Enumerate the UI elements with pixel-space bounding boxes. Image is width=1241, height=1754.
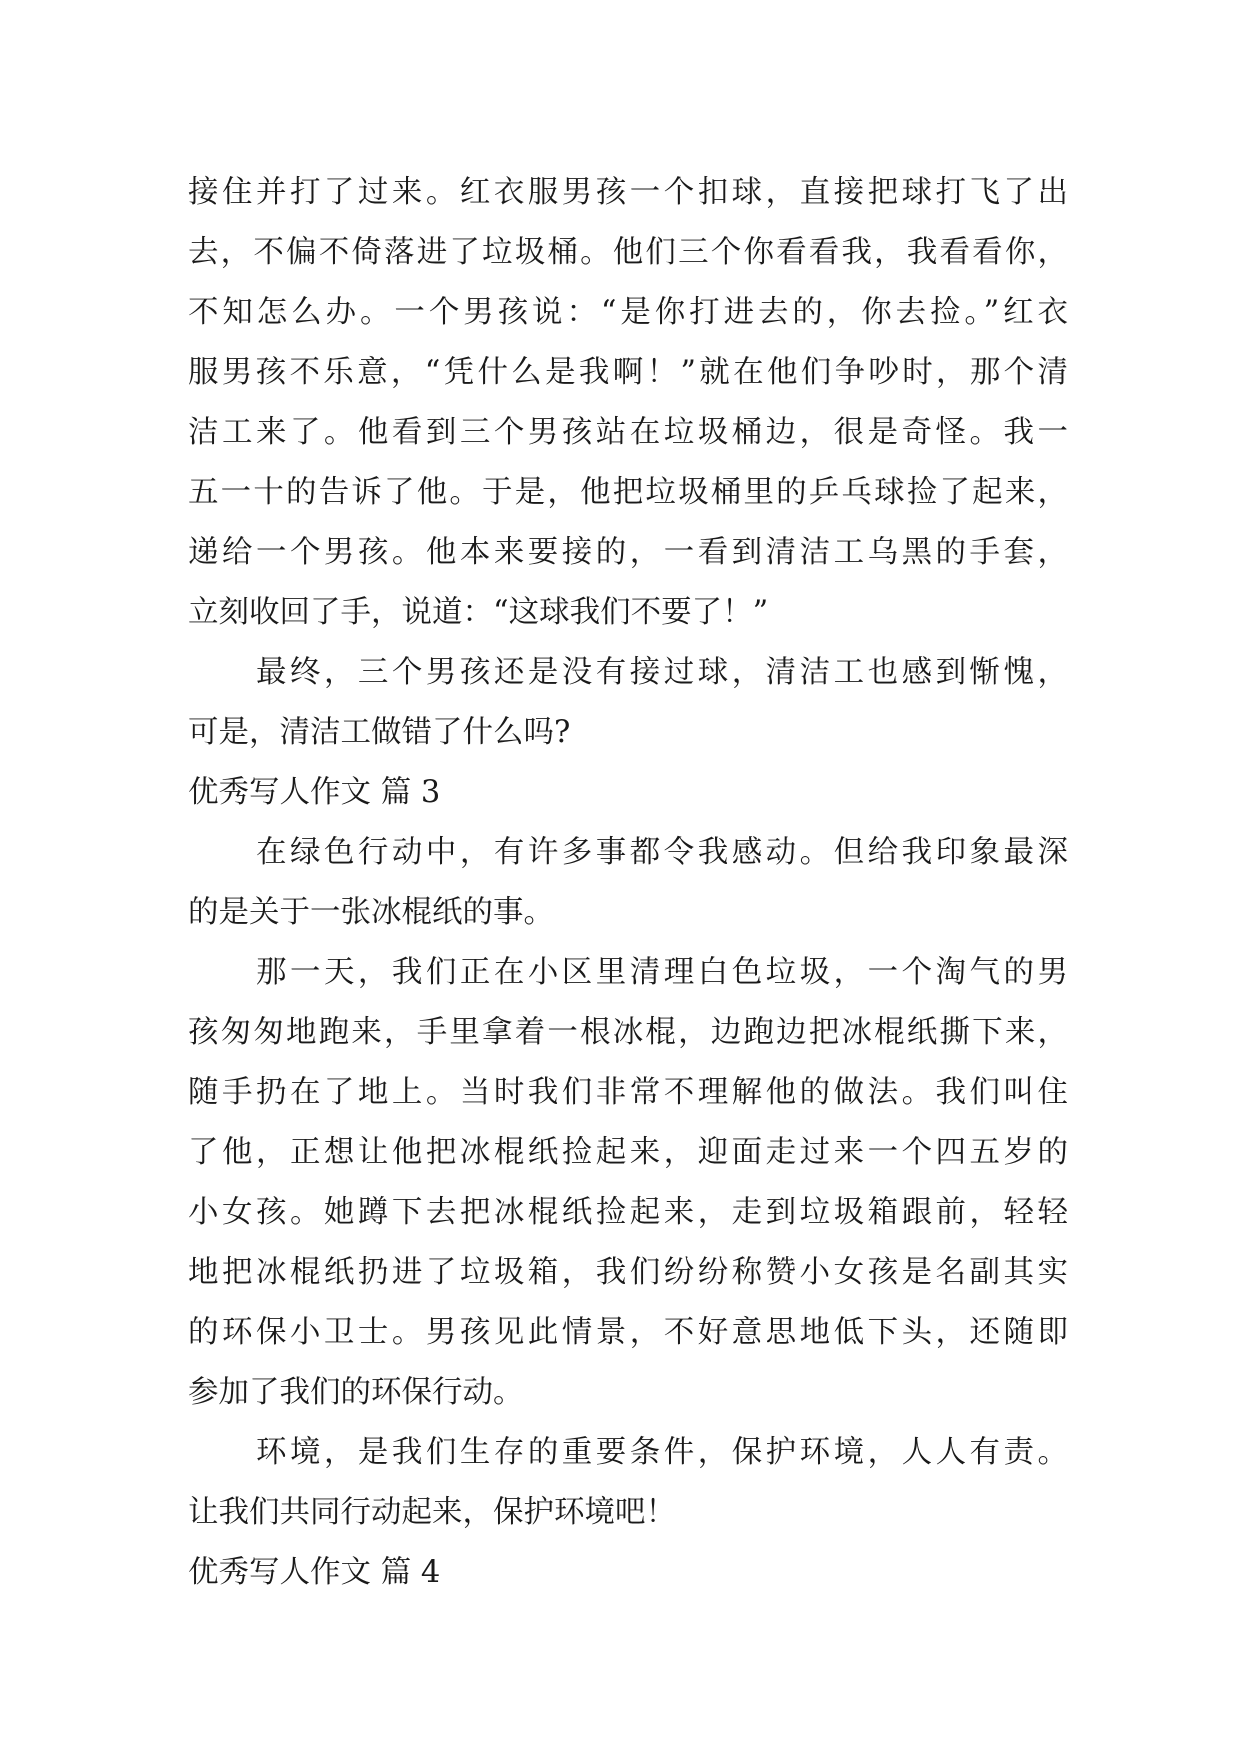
document-body: [188, 163, 1068, 1603]
paragraph: [188, 823, 1068, 943]
text-line: 随手扔在了地上。当时我们非常不理解他的做法。我们叫住: [188, 1075, 1068, 1110]
text-line: 小女孩。她蹲下去把冰棍纸捡起来，走到垃圾箱跟前，轻轻: [188, 1195, 1068, 1230]
section-heading: 优秀写人作文 篇 4: [188, 1555, 441, 1590]
section-heading: 优秀写人作文 篇 3: [188, 775, 441, 810]
text-line: 立刻收回了手，说道：“这球我们不要了！”: [188, 595, 769, 630]
text-line: 最终，三个男孩还是没有接过球，清洁工也感到惭愧，: [256, 655, 1068, 690]
paragraph: [188, 163, 1068, 643]
text-line: 那一天，我们正在小区里清理白色垃圾，一个淘气的男: [256, 955, 1068, 990]
text-line: 去，不偏不倚落进了垃圾桶。他们三个你看看我，我看看你，: [188, 235, 1068, 270]
text-line: 环境，是我们生存的重要条件，保护环境，人人有责。: [256, 1435, 1068, 1470]
text-line: 服男孩不乐意，“凭什么是我啊！”就在他们争吵时，那个清: [188, 355, 1068, 390]
text-line: 地把冰棍纸扔进了垃圾箱，我们纷纷称赞小女孩是名副其实: [188, 1255, 1068, 1290]
text-line: 的是关于一张冰棍纸的事。: [188, 895, 554, 930]
text-line: 不知怎么办。一个男孩说：“是你打进去的，你去捡。”红衣: [188, 295, 1068, 330]
text-line: 了他，正想让他把冰棍纸捡起来，迎面走过来一个四五岁的: [188, 1135, 1068, 1170]
paragraph: [188, 643, 1068, 763]
text-line: 洁工来了。他看到三个男孩站在垃圾桶边，很是奇怪。我一: [188, 415, 1068, 450]
text-line: 递给一个男孩。他本来要接的，一看到清洁工乌黑的手套，: [188, 535, 1068, 570]
text-line: 接住并打了过来。红衣服男孩一个扣球，直接把球打飞了出: [188, 175, 1068, 210]
text-line: 参加了我们的环保行动。: [188, 1375, 524, 1410]
text-line: 五一十的告诉了他。于是，他把垃圾桶里的乒乓球捡了起来，: [188, 475, 1068, 510]
text-line: 孩匆匆地跑来，手里拿着一根冰棍，边跑边把冰棍纸撕下来，: [188, 1015, 1068, 1050]
text-line: 的环保小卫士。男孩见此情景，不好意思地低下头，还随即: [188, 1315, 1068, 1350]
paragraph: [188, 943, 1068, 1423]
text-line: 可是，清洁工做错了什么吗?: [188, 715, 571, 750]
text-line: 让我们共同行动起来，保护环境吧！: [188, 1495, 676, 1530]
text-line: 在绿色行动中，有许多事都令我感动。但给我印象最深: [256, 835, 1068, 870]
paragraph: [188, 1423, 1068, 1543]
